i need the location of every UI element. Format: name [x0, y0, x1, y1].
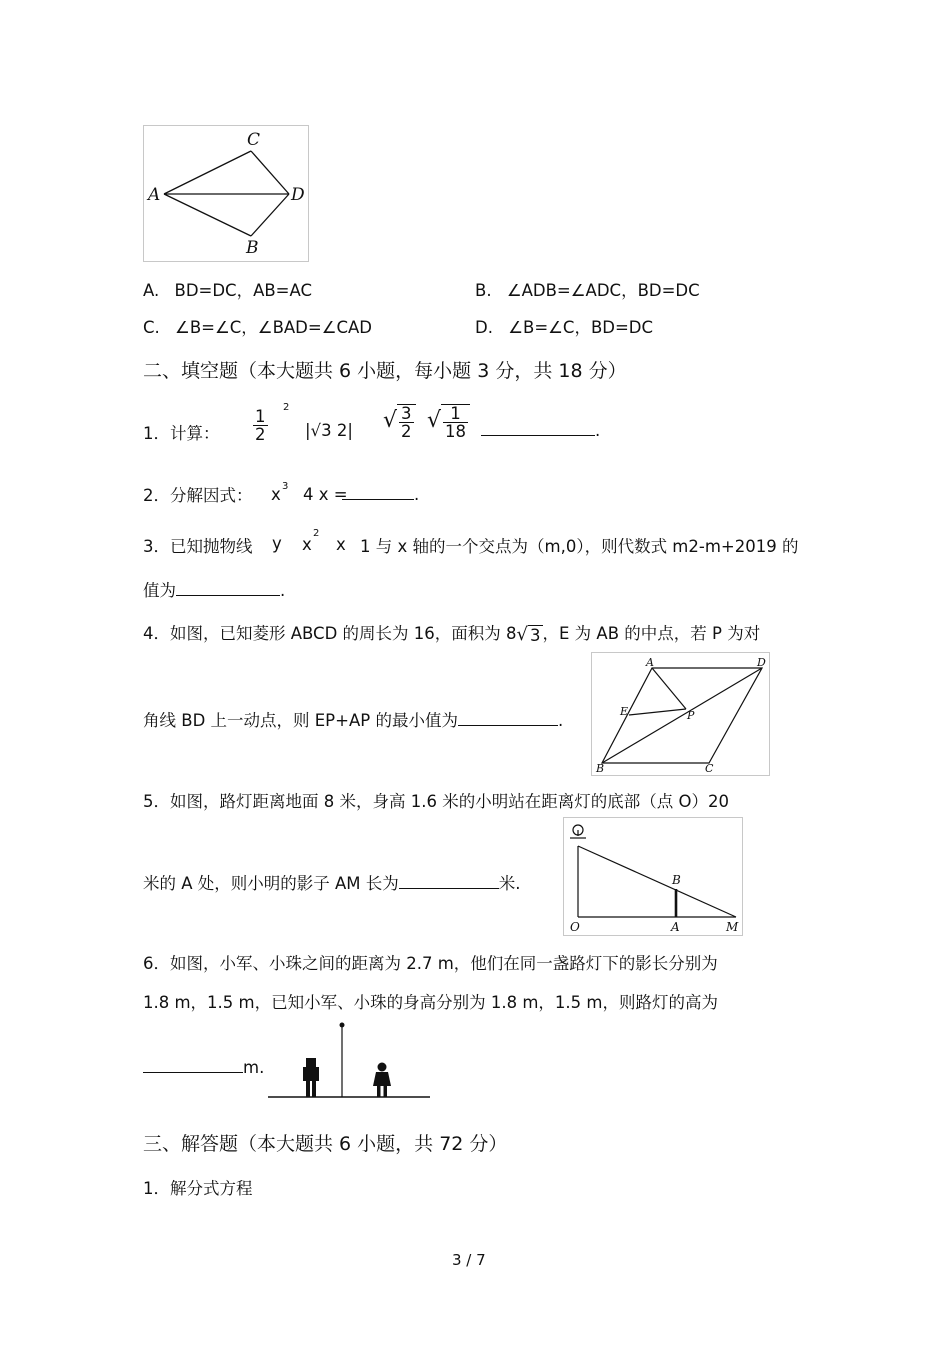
figure-quadrilateral-abdc: [143, 125, 309, 262]
q3-line2-text: 值为: [143, 581, 176, 600]
option-b-letter: B.: [475, 281, 492, 300]
q4-line2-text: 角线 BD 上一动点，则 EP+AP 的最小值为: [143, 711, 458, 730]
q1-frac2-den: 18: [445, 422, 467, 442]
label-d: D: [291, 185, 305, 205]
label-p: P: [687, 709, 695, 722]
q3-answer-blank: [176, 581, 280, 596]
figure-rhombus-abcd: [591, 652, 770, 776]
option-c: [143, 314, 372, 338]
label-a: A: [646, 656, 654, 669]
s3-q1: 1．解分式方程: [143, 1179, 253, 1198]
q1-sqrt-3-over-2: [383, 404, 416, 441]
figure-streetlight-shadow: [563, 817, 743, 936]
streetlight-diagram: [564, 818, 742, 935]
option-a-letter: A.: [143, 281, 160, 300]
q6-line3: [143, 1058, 264, 1077]
rhombus-diagram: [592, 653, 769, 775]
q6-answer-blank: [143, 1058, 243, 1073]
option-c-letter: C.: [143, 318, 160, 337]
q1-half-den: 2: [255, 425, 266, 445]
q1-frac2-num: 1: [450, 404, 461, 423]
q4-line1: [143, 620, 760, 645]
q5-line2-text: 米的 A 处，则小明的影子 AM 长为: [143, 874, 399, 893]
label-b: B: [672, 873, 681, 887]
q1-half-fraction: [253, 408, 268, 444]
label-c: C: [705, 762, 714, 775]
lamp-icon: [570, 825, 586, 838]
q3-y: y: [272, 534, 282, 553]
q6-end: m.: [243, 1058, 265, 1077]
q2-x: x: [271, 485, 281, 504]
label-d: D: [757, 656, 766, 669]
label-o: O: [570, 920, 580, 934]
option-a: [143, 277, 312, 301]
q2-end: .: [414, 485, 420, 504]
option-d-text: ∠B=∠C，BD=DC: [508, 318, 654, 337]
q2-expression: 4 x =: [303, 485, 348, 504]
q2-prefix: 2．分解因式：: [143, 486, 253, 505]
q1-exponent: 2: [283, 402, 290, 413]
q4-line1b-text: ，E 为 AB 的中点，若 P 为对: [542, 624, 761, 643]
q3-x: x: [302, 535, 312, 554]
q2-answer-blank: [342, 485, 414, 500]
figure-two-people-streetlight: [268, 1018, 432, 1100]
q6-line2: 1.8 m，1.5 m，已知小军、小珠的身高分别为 1.8 m，1.5 m，则路灯的高为: [143, 993, 718, 1012]
option-d: [475, 314, 653, 338]
q4-sqrt: [517, 624, 543, 646]
section-3-heading: 三、解答题（本大题共 6 小题，共 72 分）: [143, 1133, 508, 1155]
label-m: M: [726, 920, 739, 934]
radical-icon: √: [427, 407, 442, 433]
label-c: C: [247, 130, 261, 150]
q1-end: .: [595, 421, 601, 440]
q5-end: 米.: [498, 874, 521, 893]
q4-root: 3: [530, 626, 541, 646]
q4-line2: [143, 707, 563, 731]
option-d-letter: D.: [475, 318, 493, 337]
label-a: A: [148, 185, 161, 205]
q6-line1: 6．如图，小军、小珠之间的距离为 2.7 m，他们在同一盏路灯下的影长分别为: [143, 954, 718, 973]
q2-exponent: 3: [282, 481, 289, 492]
q3-exponent: 2: [313, 528, 320, 539]
q2-answer: [342, 485, 419, 504]
two-people-diagram: [268, 1018, 432, 1100]
q5-line1: 5．如图，路灯距离地面 8 米，身高 1.6 米的小明站在距离灯的底部（点 O）20: [143, 792, 729, 811]
person-xiaojun-icon: [303, 1058, 319, 1097]
label-b: B: [246, 238, 259, 258]
q5-line2: [143, 870, 521, 894]
option-c-text: ∠B=∠C，∠BAD=∠CAD: [175, 318, 373, 337]
page-number: 3 / 7: [452, 1251, 486, 1269]
label-e: E: [620, 705, 629, 718]
q3-prefix: 3．已知抛物线: [143, 537, 253, 556]
section-2-heading: 二、填空题（本大题共 6 小题，每小题 3 分，共 18 分）: [143, 360, 627, 382]
q3-text: 1 与 x 轴的一个交点为（m,0），则代数式 m2-m+2019 的: [360, 537, 799, 556]
option-b-text: ∠ADB=∠ADC，BD=DC: [506, 281, 700, 300]
q5-answer-blank: [399, 874, 499, 889]
q1-answer: [481, 421, 600, 440]
radical-icon: √: [516, 623, 528, 645]
q4-line1-text: 4．如图，已知菱形 ABCD 的周长为 16，面积为 8: [143, 624, 517, 643]
q1-frac1-den: 2: [401, 422, 412, 442]
option-b: [475, 277, 700, 301]
q4-end: .: [557, 711, 564, 730]
q3-line2: [143, 577, 285, 601]
q1-abs-expression: |√3 2|: [305, 421, 353, 440]
label-a: A: [671, 920, 680, 934]
q1-sqrt-1-over-18: [427, 404, 470, 441]
radical-icon: √: [383, 407, 398, 433]
q1-half-num: 1: [255, 407, 266, 426]
q4-answer-blank: [458, 711, 558, 726]
lamp-dot-icon: [340, 1023, 345, 1028]
quadrilateral-diagram: [144, 126, 308, 261]
q1-prefix: 1．计算：: [143, 424, 220, 443]
label-b: B: [596, 762, 605, 775]
q3-x2: x: [336, 535, 346, 554]
q3-end: .: [280, 581, 286, 600]
q1-answer-blank: [481, 421, 595, 436]
option-a-text: BD=DC，AB=AC: [174, 281, 313, 300]
q1-frac1-num: 3: [401, 404, 412, 423]
person-xiaozhu-icon: [373, 1063, 391, 1098]
